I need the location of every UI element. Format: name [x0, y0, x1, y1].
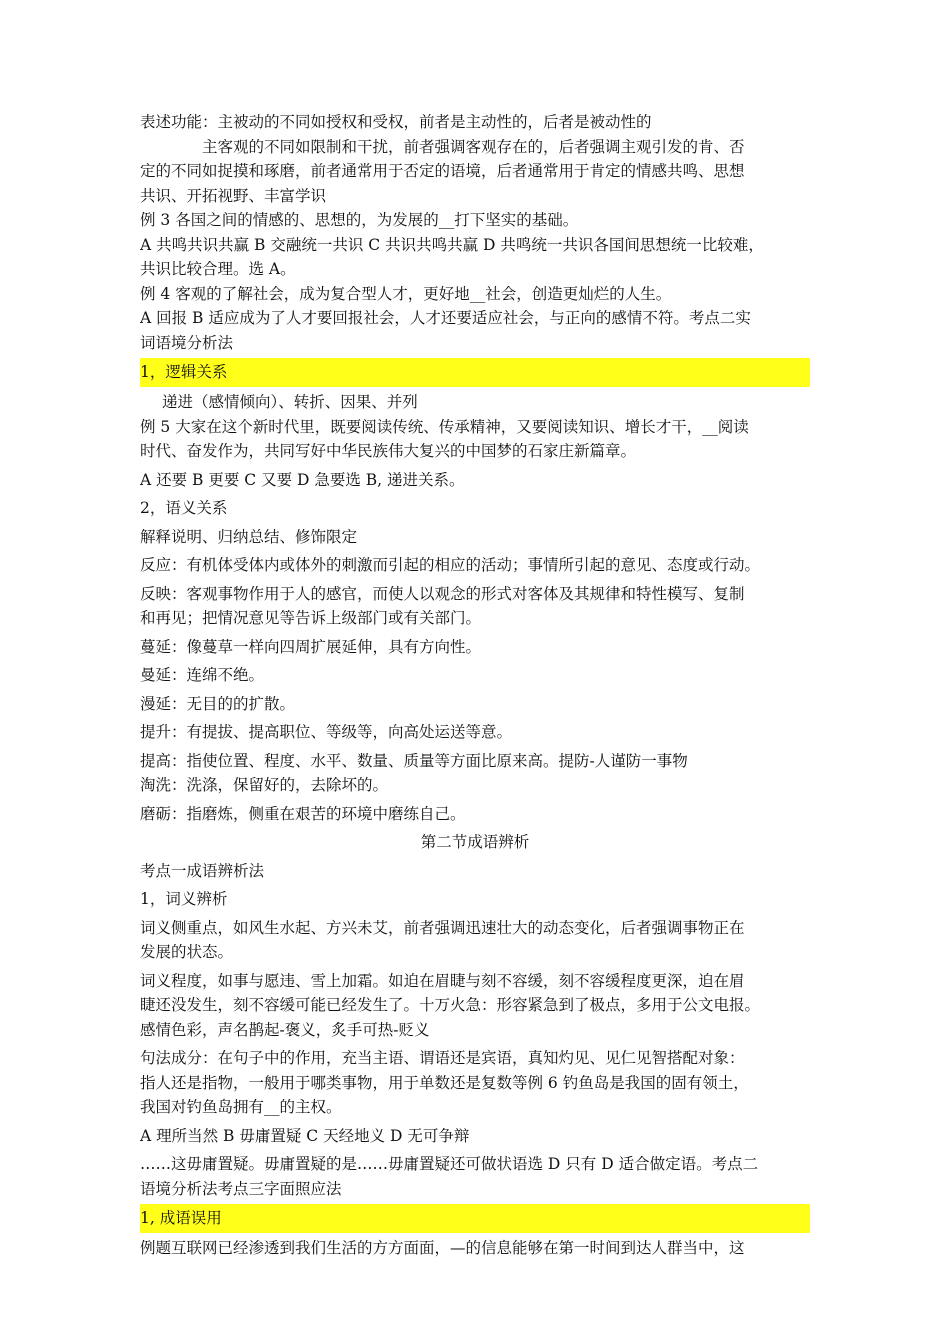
example-5-options: A 还要 B 更要 C 又要 D 急要选 B, 递进关系。	[140, 470, 465, 489]
definition-line: 提升：有提拔、提高职位、等级等，向高处运送等意。	[140, 723, 513, 741]
definition-line: 漫延：无目的的扩散。	[140, 694, 296, 713]
text-line: 例题互联网已经渗透到我们生活的方方面面，—的信息能够在第一时间到达人群当中，这	[140, 1239, 745, 1257]
text-line: 语境分析法考点三字面照应法	[140, 1179, 342, 1198]
subheading: 考点一成语辨析法	[140, 861, 265, 880]
text-line: 共识比较合理。选 A。	[140, 260, 296, 278]
definition-line: 淘洗：洗涤，保留好的，去除坏的。	[140, 776, 389, 794]
text-line: 感情色彩，声名鹊起-褒义，炙手可热-贬义	[140, 1020, 430, 1039]
text-line: 词语境分析法	[140, 333, 234, 352]
example-3-options: A 共鸣共识共赢 B 交融统一共识 C 共识共鸣共赢 D 共鸣统一共识各国间思想统一比较难，	[140, 235, 764, 254]
text-line: 主客观的不同如限制和干扰，前者强调客观存在的，后者强调主观引发的肯、否	[202, 137, 745, 156]
text-line: 我国对钓鱼岛拥有__的主权。	[140, 1098, 342, 1116]
definition-line: 磨砺：指磨炼，侧重在艰苦的环境中磨练自己。	[140, 804, 466, 823]
text-line: 表述功能：主被动的不同如授权和受权，前者是主动性的，后者是被动性的	[140, 113, 652, 131]
text-line: 指人还是指物，一般用于哪类事物，用于单数还是复数等例 6 钓鱼岛是我国的固有领土，	[140, 1073, 749, 1092]
text-line: 定的不同如捉摸和琢磨，前者通常用于否定的语境，后者通常用于肯定的情感共鸣、思想	[140, 162, 745, 180]
highlighted-heading-idiom-misuse: 1, 成语误用	[140, 1204, 810, 1233]
definition-line: 反映：客观事物作用于人的感官，而使人以观念的形式对客体及其规律和特性模写、复制	[140, 584, 745, 603]
definition-line: 曼延：连绵不绝。	[140, 666, 265, 684]
subheading: 1，词义辨析	[140, 890, 228, 908]
text-line: 共识、开拓视野、丰富学识	[140, 186, 327, 205]
definition-line: 反应：有机体受体内或体外的刺激而引起的相应的活动；事情所引起的意见、态度或行动。	[140, 556, 761, 574]
example-3-question: 例 3 各国之间的情感的、思想的，为发展的__打下坚实的基础。	[140, 211, 579, 229]
highlighted-heading-logic: 1，逻辑关系	[140, 358, 810, 387]
text-line: 词义程度，如事与愿违、雪上加霜。如迫在眉睫与刻不容缓，刻不容缓程度更深，迫在眉	[140, 971, 745, 990]
text-line: 句法成分：在句子中的作用，充当主语、谓语还是宾语，真知灼见、见仁见智搭配对象：	[140, 1049, 745, 1067]
text-line: 和再见；把情况意见等告诉上级部门或有关部门。	[140, 609, 482, 627]
section-title: 第二节成语辨析	[420, 833, 530, 851]
example-5-question: 例 5 大家在这个新时代里，既要阅读传统、传承精神，又要阅读知识、增长才干，__阅读	[140, 417, 749, 436]
example-4-question: 例 4 客观的了解社会，成为复合型人才，更好地__社会，创造更灿烂的人生。	[140, 284, 672, 303]
document-body	[140, 110, 810, 1261]
text-line: 解释说明、归纳总结、修饰限定	[140, 527, 358, 546]
text-line: 发展的状态。	[140, 943, 234, 961]
text-line: 递进（感情倾向）、转折、因果、并列	[162, 393, 418, 411]
definition-line: 蔓延：像蔓草一样向四周扩展延伸，具有方向性。	[140, 637, 482, 656]
text-line: 睫还没发生，刻不容缓可能已经发生了。十万火急：形容紧急到了极点，多用于公文电报。	[140, 996, 761, 1014]
text-line: ……这毋庸置疑。毋庸置疑的是……毋庸置疑还可做状语选 D 只有 D 适合做定语。考点二	[140, 1155, 759, 1173]
example-6-options: A 理所当然 B 毋庸置疑 C 天经地义 D 无可争辩	[140, 1126, 470, 1145]
example-4-options: A 回报 B 适应成为了人才要回报社会，人才还要适应社会，与正向的感情不符。考点二实	[140, 309, 751, 327]
definition-line: 提高：指使位置、程度、水平、数量、质量等方面比原来高。提防-人谨防一事物	[140, 751, 688, 770]
subheading-semantic: 2，语义关系	[140, 499, 228, 517]
text-line: 时代、奋发作为，共同写好中华民族伟大复兴的中国梦的石家庄新篇章。	[140, 442, 637, 460]
text-line: 词义侧重点，如风生水起、方兴未艾，前者强调迅速壮大的动态变化，后者强调事物正在	[140, 918, 745, 937]
